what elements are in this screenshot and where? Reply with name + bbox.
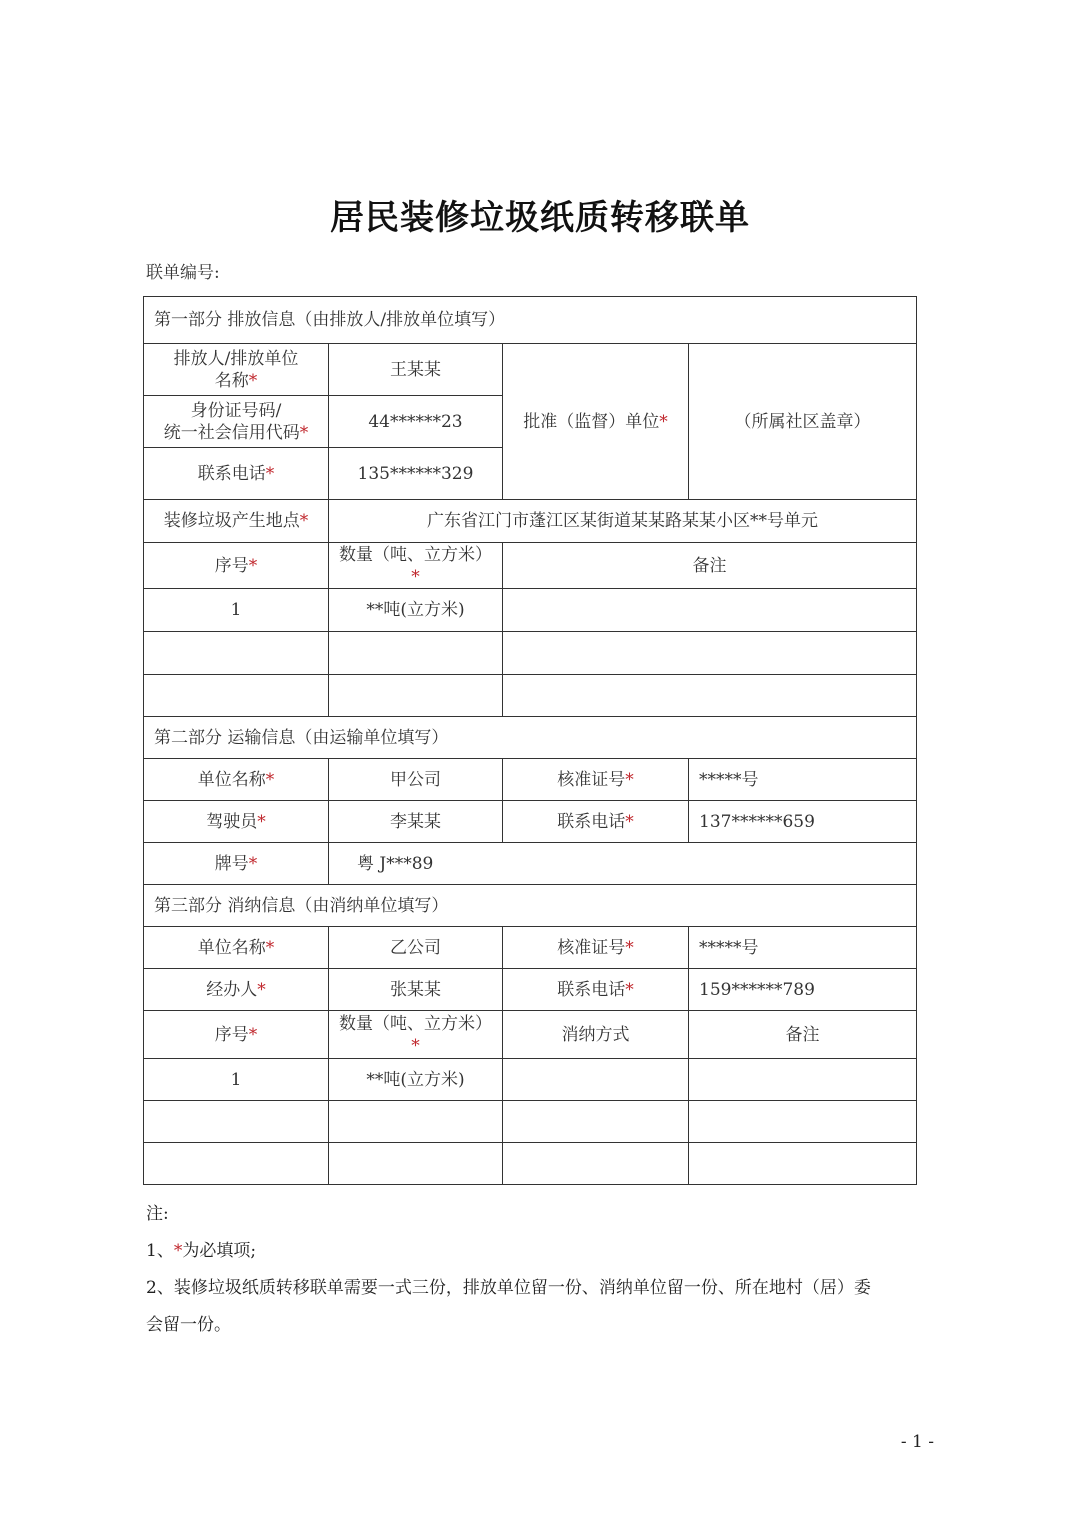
part1-row2-remark[interactable] [503,632,917,675]
required-mark: * [248,555,258,576]
required-mark: * [411,1035,420,1056]
required-mark: * [248,370,258,391]
part1-row1-remark[interactable] [503,589,917,632]
part3-col-seq [144,1011,329,1059]
driver-label-text: 驾驶员 [206,811,258,832]
handler-label [144,969,329,1011]
discharger-name-label-line1: 排放人/排放单位 [173,348,299,369]
plate-label [144,843,329,885]
part3-row2-qty[interactable] [329,1101,503,1143]
part1-row2-qty[interactable] [329,632,503,675]
id-number-label-line1: 身份证号码/ [190,400,282,421]
part1-col-qty-text: 数量（吨、立方米） [339,544,492,565]
required-mark: * [248,1024,258,1045]
required-mark: * [625,811,634,832]
approval-unit-label [503,344,689,500]
form-title: 居民装修垃圾纸质转移联单 [330,198,750,238]
part1-row3-qty[interactable] [329,675,503,717]
part3-col-seq-text: 序号 [214,1024,249,1045]
required-mark: * [265,463,275,484]
part1-row1-qty[interactable]: **吨(立方米) [329,589,503,632]
part3-row3-remark[interactable] [689,1143,917,1185]
driver-value[interactable]: 李某某 [329,801,503,843]
handler-label-text: 经办人 [206,979,258,1000]
part1-row3-seq[interactable] [144,675,329,717]
driver-label [144,801,329,843]
table-row [144,589,917,632]
serial-number-label: 联单编号: [146,263,220,283]
part1-heading: 第一部分 排放信息（由排放人/排放单位填写） [144,297,917,344]
part3-row2-seq[interactable] [144,1101,329,1143]
note-1-prefix: 1、 [146,1241,174,1261]
part3-row1-qty[interactable]: **吨(立方米) [329,1059,503,1101]
disposal-unit-value[interactable]: 乙公司 [329,927,503,969]
required-mark: * [257,811,266,832]
handler-value[interactable]: 张某某 [329,969,503,1011]
location-label [144,500,329,543]
transfer-form-table [143,296,917,1185]
required-mark: * [257,979,266,1000]
transport-unit-label [144,759,329,801]
note-1 [146,1233,936,1270]
required-mark: * [625,979,634,1000]
id-number-label-line2: 统一社会信用代码 [163,422,300,443]
required-mark: * [299,511,309,531]
table-row [144,1059,917,1101]
disposal-license-label [503,927,689,969]
notes-section [146,1196,936,1344]
transport-phone-label [503,801,689,843]
discharger-phone-label [144,448,329,500]
part3-col-remark: 备注 [689,1011,917,1059]
part3-heading: 第三部分 消纳信息（由消纳单位填写） [144,885,917,927]
part1-col-seq [144,543,329,589]
part3-col-method: 消纳方式 [503,1011,689,1059]
transport-license-value[interactable]: *****号 [689,759,917,801]
disposal-unit-label [144,927,329,969]
part3-row1-seq[interactable]: 1 [144,1059,329,1101]
part1-col-seq-text: 序号 [214,555,249,576]
part1-row3-remark[interactable] [503,675,917,717]
approval-unit-label-text: 批准（监督）单位 [523,411,660,432]
plate-label-text: 牌号 [214,853,249,874]
plate-value[interactable]: 粤 J***89 [329,843,917,885]
required-mark: * [265,769,275,790]
approval-unit-value[interactable]: （所属社区盖章） [689,344,917,500]
table-row [144,1143,917,1185]
transport-unit-value[interactable]: 甲公司 [329,759,503,801]
required-mark: * [411,566,420,587]
note-1-star: * [173,1241,183,1261]
part3-row1-method[interactable] [503,1059,689,1101]
required-mark: * [625,937,634,958]
part3-col-qty-text: 数量（吨、立方米） [339,1013,492,1034]
location-label-text: 装修垃圾产生地点 [163,511,300,531]
required-mark: * [299,422,309,443]
transport-phone-value[interactable]: 137******659 [689,801,917,843]
transport-license-label [503,759,689,801]
disposal-phone-label [503,969,689,1011]
transport-unit-label-text: 单位名称 [197,769,266,790]
part3-row2-remark[interactable] [689,1101,917,1143]
transport-phone-label-text: 联系电话 [557,811,626,832]
part3-row3-qty[interactable] [329,1143,503,1185]
note-2-line1: 2、装修垃圾纸质转移联单需要一式三份，排放单位留一份、消纳单位留一份、所在地村（居）委 [146,1278,871,1298]
disposal-phone-label-text: 联系电话 [557,979,626,1000]
discharger-phone-value[interactable]: 135******329 [329,448,503,500]
disposal-phone-value[interactable]: 159******789 [689,969,917,1011]
disposal-unit-label-text: 单位名称 [197,937,266,958]
part3-row3-method[interactable] [503,1143,689,1185]
part3-row1-remark[interactable] [689,1059,917,1101]
required-mark: * [248,853,258,874]
table-row [144,632,917,675]
id-number-label [144,396,329,448]
part3-row2-method[interactable] [503,1101,689,1143]
note-2-line2: 会留一份。 [146,1315,231,1335]
part3-col-qty [329,1011,503,1059]
discharger-name-label [144,344,329,396]
part1-row2-seq[interactable] [144,632,329,675]
disposal-license-value[interactable]: *****号 [689,927,917,969]
part1-row1-seq[interactable]: 1 [144,589,329,632]
notes-heading: 注: [146,1204,169,1224]
discharger-name-label-line2: 名称 [214,370,249,391]
table-row [144,675,917,717]
part2-heading: 第二部分 运输信息（由运输单位填写） [144,717,917,759]
note-1-text: 为必填项; [182,1241,257,1261]
discharger-name-value[interactable]: 王某某 [329,344,503,396]
part1-col-qty [329,543,503,589]
transport-license-label-text: 核准证号 [557,769,626,790]
id-number-value[interactable]: 44******23 [329,396,503,448]
part1-col-remark: 备注 [503,543,917,589]
location-value[interactable]: 广东省江门市蓬江区某街道某某路某某小区**号单元 [329,500,917,543]
page-number: - 1 - [900,1432,934,1452]
table-row [144,1101,917,1143]
part3-row3-seq[interactable] [144,1143,329,1185]
disposal-license-label-text: 核准证号 [557,937,626,958]
required-mark: * [659,411,668,432]
required-mark: * [265,937,275,958]
discharger-phone-label-text: 联系电话 [197,463,266,484]
required-mark: * [625,769,634,790]
